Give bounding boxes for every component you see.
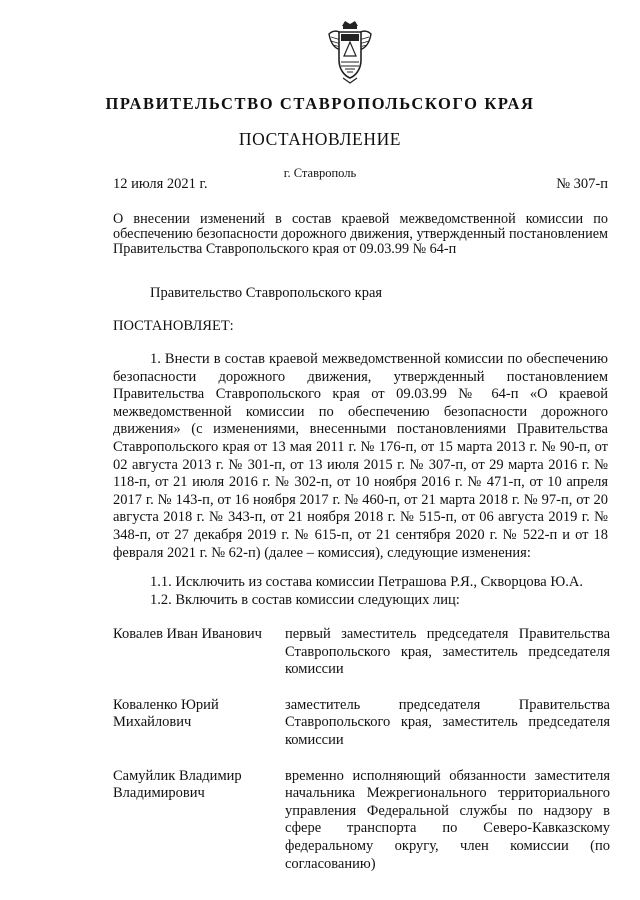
member-entry: [113, 768, 610, 874]
member-entry: [113, 697, 610, 750]
member-name: Ковалев Иван Иванович: [113, 626, 262, 642]
paragraph-1: 1. Внести в состав краевой межведомственной комиссии по обеспечению безопасности дорожного движения, утвержденный постановлением Правительства Ставропольского края от 09.03.99 № 64-п «О краевой межведомственной комиссии по обеспечению безопасности дорожного движения» (с изменениями, внесенными постановлениями Правительства Ставропольского края от 13 мая 2011 г. № 176-п, от 15 марта 2013 г. № 90-п, от 02 августа 2013 г. № 301-п, от 13 июля 2015 г. № 307-п, от 29 марта 2016 г. № 118-п, от 21 июля 2016 г. № 302-п, от 10 ноября 2016 г. № 471-п, от 10 апреля 2017 г. № 143-п, от 16 ноября 2017 г. № 460-п, от 21 марта 2018 г. № 97-п, от 20 августа 2018 г. № 343-п, от 21 ноября 2018 г. № 515-п, от 06 августа 2019 г. № 348-п, от 27 декабря 2019 г. № 615-п, от 21 сентября 2020 г. № 522-п и от 18 февраля 2021 г. № 62-п) (далее – комиссия), следующие изменения:: [113, 351, 608, 561]
member-role: временно исполняющий обязанности заместителя начальника Межрегионального территориального управления Федеральной службы по надзору в сфере транспорта по Северо-Кавказскому федеральному округу, член комиссии (по согласованию): [285, 767, 610, 872]
document-subject: О внесении изменений в состав краевой межведомственной комиссии по обеспечению безопасности дорожного движения, утвержденный постановлением Правительства Ставропольского края от 09.03.99 № 64-п: [113, 211, 608, 257]
item-1-2: 1.2. Включить в состав комиссии следующих лиц:: [150, 592, 460, 608]
member-entry: [113, 626, 610, 679]
item-1-1: 1.1. Исключить из состава комиссии Петрашова Р.Я., Скворцова Ю.А.: [150, 574, 583, 590]
member-name: Самуйлик Владимир Владимирович: [113, 767, 242, 802]
city-label: г. Ставрополь: [283, 166, 357, 180]
member-role: заместитель председателя Правительства Ставропольского края, заместитель председателя комиссии: [285, 696, 610, 748]
decree-heading: ПОСТАНОВЛЯЕТ:: [113, 318, 234, 334]
government-title: ПРАВИТЕЛЬСТВО СТАВРОПОЛЬСКОГО КРАЯ: [105, 94, 535, 113]
document-date: 12 июля 2021 г.: [113, 176, 208, 192]
member-role: первый заместитель председателя Правительства Ставропольского края, заместитель председателя комиссии: [285, 626, 610, 678]
coat-of-arms-emblem: [325, 20, 375, 84]
members-list: [113, 626, 610, 891]
member-name: Коваленко Юрий Михайлович: [113, 696, 219, 731]
document-type: ПОСТАНОВЛЕНИЕ: [238, 129, 402, 149]
government-line: Правительство Ставропольского края: [150, 285, 383, 301]
document-number: № 307-п: [556, 176, 608, 192]
